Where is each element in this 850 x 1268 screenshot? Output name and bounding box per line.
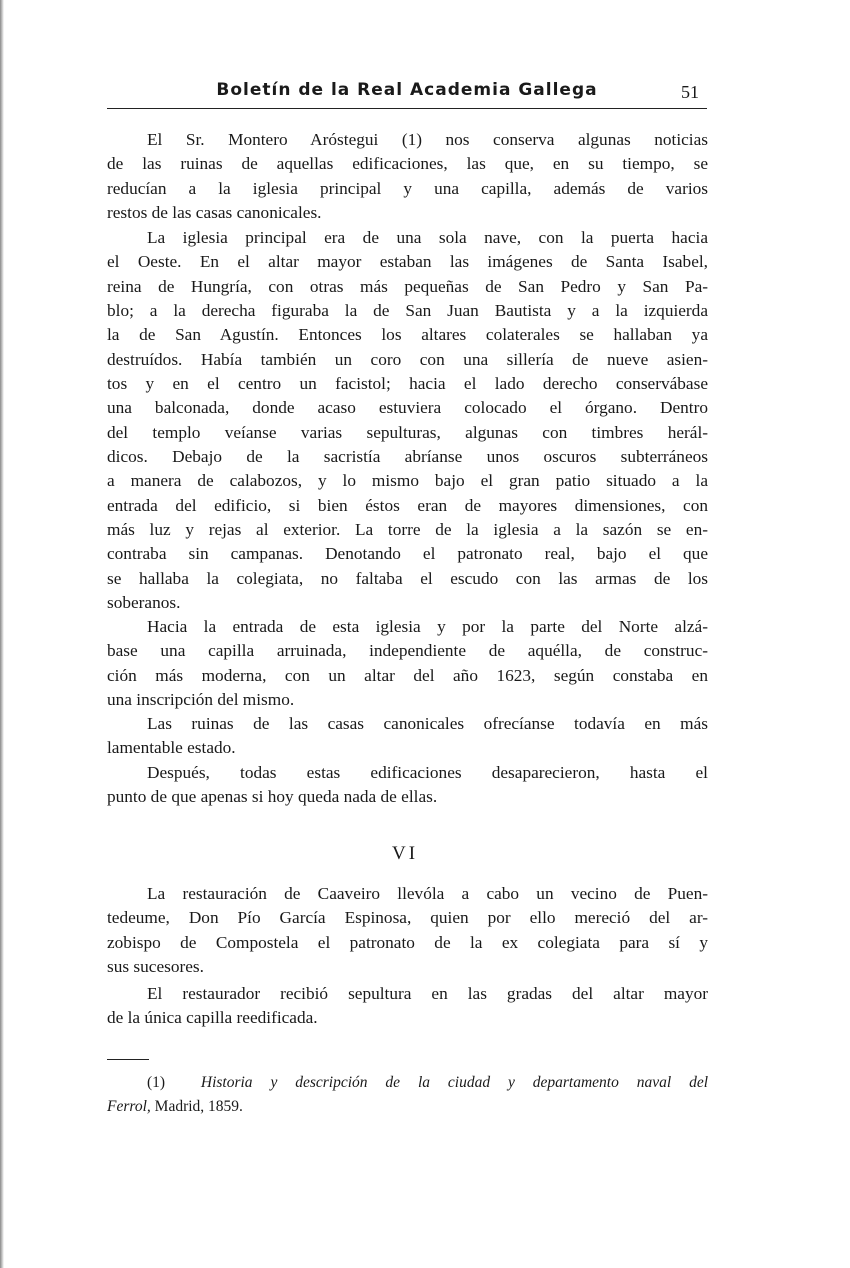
text-line: ción más moderna, con un altar del año 1623, según constaba en	[107, 665, 708, 685]
text-line: punto de que apenas si hoy queda nada de ellas.	[107, 787, 438, 807]
footnote-marker: (1)	[147, 1074, 166, 1091]
paragraph	[107, 761, 708, 810]
text-line: destruídos. Había también un coro con una sillería de nueve asien-	[107, 349, 708, 369]
text-line: blo; a la derecha figuraba la de San Juan Bautista y a la izquierda	[107, 301, 708, 321]
text-line: Hacia la entrada de esta iglesia y por la parte del Norte alzá-	[147, 617, 708, 636]
footnote-place-date: Madrid, 1859.	[154, 1098, 243, 1115]
paragraph	[107, 226, 708, 616]
text-line: una balconada, donde acaso estuviera colocado el órgano. Dentro	[107, 398, 708, 418]
paragraph	[107, 128, 708, 225]
paragraph	[107, 712, 708, 761]
text-line: dicos. Debajo de la sacristía abríanse unos oscuros subterráneos	[107, 447, 708, 467]
text-line: tedeume, Don Pío García Espinosa, quien por ello mereció del ar-	[107, 908, 708, 928]
text-line: entrada del edificio, si bien éstos eran de mayores dimensiones, con	[107, 495, 708, 515]
text-line: sus sucesores.	[107, 957, 204, 977]
text-line: de las ruinas de aquellas edificaciones, las que, en su tiempo, se	[107, 154, 708, 174]
text-line: reducían a la iglesia principal y una capilla, además de varios	[107, 178, 708, 198]
text-line: la de San Agustín. Entonces los altares colaterales se hallaban ya	[107, 325, 708, 345]
page-number: 51	[681, 82, 699, 102]
text-line: más luz y rejas al exterior. La torre de la iglesia a la sazón se en-	[107, 520, 708, 540]
paragraph	[107, 982, 708, 1031]
text-line: contraba sin campanas. Denotando el patronato real, bajo el que	[107, 544, 708, 564]
text-line: Las ruinas de las casas canonicales ofrecíanse todavía en más	[147, 714, 708, 733]
paragraph	[107, 882, 708, 979]
text-line: lamentable estado.	[107, 738, 236, 758]
text-line: soberanos.	[107, 593, 181, 613]
footnote-rule	[107, 1059, 149, 1060]
text-line: El restaurador recibió sepultura en las gradas del altar mayor	[147, 984, 708, 1003]
text-line: reina de Hungría, con otras más pequeñas de San Pedro y San Pa-	[107, 276, 708, 296]
text-line: a manera de calabozos, y lo mismo bajo el gran patio situado a la	[107, 471, 708, 491]
journal-title: Boletín de la Real Academia Gallega	[216, 80, 598, 100]
text-line: zobispo de Compostela el patronato de la ex colegiata para sí y	[107, 932, 708, 952]
text-line: se hallaba la colegiata, no faltaba el escudo con las armas de los	[107, 568, 708, 588]
text-line: La iglesia principal era de una sola nave, con la puerta hacia	[147, 228, 708, 247]
text-line: tos y en el centro un facistol; hacia el lado derecho conservábase	[107, 374, 708, 394]
text-line: el Oeste. En el altar mayor estaban las imágenes de Santa Isabel,	[107, 252, 708, 272]
text-line: base una capilla arruinada, independiente de aquélla, de construc-	[107, 641, 708, 661]
scan-edge	[0, 0, 4, 1268]
text-line: Después, todas estas edificaciones desaparecieron, hasta el	[147, 763, 708, 782]
text-line: una inscripción del mismo.	[107, 690, 295, 710]
text-line: La restauración de Caaveiro llevóla a cabo un vecino de Puen-	[147, 884, 708, 903]
footnote-title-cont: Ferrol,	[107, 1098, 151, 1115]
running-header	[107, 80, 707, 110]
text-line: restos de las casas canonicales.	[107, 203, 322, 223]
text-line: El Sr. Montero Aróstegui (1) nos conserva algunas noticias	[147, 130, 708, 149]
footnote-title: Historia y descripción de la ciudad y departamento naval del	[200, 1074, 709, 1091]
header-rule	[107, 108, 707, 109]
paragraph	[107, 615, 708, 712]
footnote	[107, 1071, 708, 1119]
section-heading: VI	[391, 843, 419, 864]
text-line: del templo veíanse varias sepulturas, algunas con timbres herál-	[107, 422, 708, 442]
text-line: de la única capilla reedificada.	[107, 1008, 318, 1028]
